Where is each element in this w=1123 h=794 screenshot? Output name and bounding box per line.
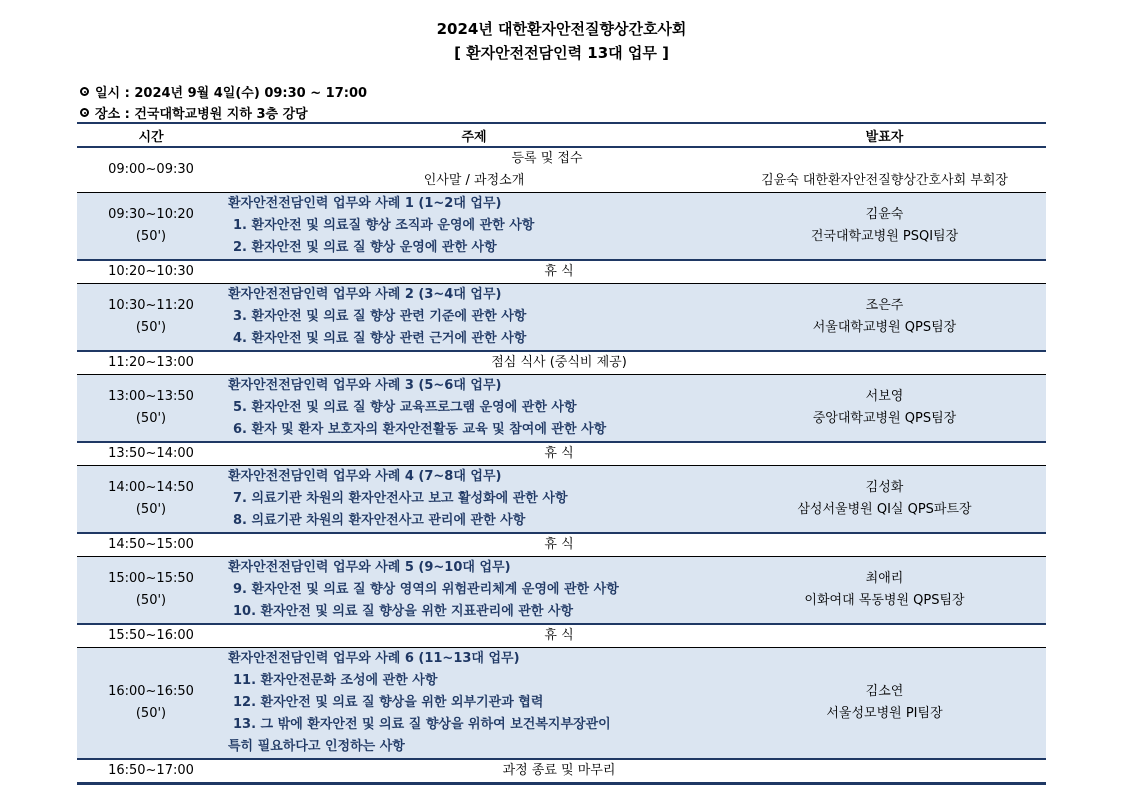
time-cell [77,284,225,352]
speaker-name: 김성화 [865,480,904,495]
time-cell: 16:50~17:00 [77,759,225,784]
table-row [77,466,1046,534]
session-item: 6. 환자 및 환자 보호자의 환자안전활동 교육 및 참여에 관한 사항 [233,422,607,437]
session-title: 환자안전전담인력 업무와 사례 1 (1~2대 업무) [228,196,502,211]
break-label: 휴 식 [225,260,723,284]
bullet-icon [80,87,89,96]
session-time: 13:00~13:50 [108,389,194,404]
session-time: 15:00~15:50 [108,571,194,586]
session-time: 10:30~11:20 [108,298,194,313]
table-row [77,147,1046,193]
session-duration: (50') [135,593,167,608]
speaker-name: 최애리 [865,571,904,586]
session-item: 9. 환자안전 및 의료 질 향상 영역의 위험관리체계 운영에 관한 사항 [233,582,619,597]
header-time: 시간 [77,123,225,147]
session-time: 16:00~16:50 [108,684,194,699]
topic-cell [225,466,723,534]
topic-cell [225,375,723,443]
session-item: 11. 환자안전문화 조성에 관한 사항 [233,673,438,688]
speaker-org: 이화여대 목동병원 QPS팀장 [804,593,965,608]
place-text: 장소 : 건국대학교병원 지하 3층 강당 [95,107,308,122]
session-item: 1. 환자안전 및 의료질 향상 조직과 운영에 관한 사항 [233,218,535,233]
session-item: 10. 환자안전 및 의료 질 향상을 위한 지표관리에 관한 사항 [233,604,574,619]
session-item: 4. 환자안전 및 의료 질 향상 관련 근거에 관한 사항 [233,331,527,346]
table-row [77,193,1046,261]
table-row [77,557,1046,625]
speaker-cell [723,284,1046,352]
document-subtitle: [ 환자안전전담인력 13대 업무 ] [454,44,669,62]
topic-cell [225,147,723,193]
speaker-cell [723,375,1046,443]
speaker-name: 김소연 [865,684,904,699]
session-title: 환자안전전담인력 업무와 사례 3 (5~6대 업무) [228,378,502,393]
session-title: 환자안전전담인력 업무와 사례 6 (11~13대 업무) [228,651,520,666]
topic-cell [225,648,723,760]
speaker-cell [723,193,1046,261]
session-item: 8. 의료기관 차원의 환자안전사고 관리에 관한 사항 [233,513,526,528]
registration-text: 등록 및 접수 [511,151,583,166]
topic-cell [225,193,723,261]
speaker-name: 조은주 [865,298,904,313]
speaker-org: 삼성서울병원 QI실 QPS파트장 [797,502,972,517]
time-cell: 11:20~13:00 [77,351,225,375]
session-title: 환자안전전담인력 업무와 사례 2 (3~4대 업무) [228,287,502,302]
header-topic: 주제 [225,123,723,147]
speaker-name: 김윤숙 [865,207,904,222]
session-item: 12. 환자안전 및 의료 질 향상을 위한 외부기관과 협력 [233,695,544,710]
schedule-table [77,122,1046,785]
session-duration: (50') [135,229,167,244]
date-info [80,82,367,101]
break-label: 휴 식 [225,624,723,648]
closing-label: 과정 종료 및 마무리 [225,759,723,784]
session-item: 2. 환자안전 및 의료 질 향상 운영에 관한 사항 [233,240,497,255]
session-item-continuation: 특히 필요하다고 인정하는 사항 [228,739,405,754]
session-time: 09:30~10:20 [108,207,194,222]
break-label: 휴 식 [225,533,723,557]
session-duration: (50') [135,411,167,426]
session-item: 13. 그 밖에 환자안전 및 의료 질 향상을 위하여 보건복지부장관이 [233,717,611,732]
speaker-cell [723,466,1046,534]
speaker-org: 건국대학교병원 PSQI팀장 [810,229,959,244]
topic-cell [225,557,723,625]
session-title: 환자안전전담인력 업무와 사례 4 (7~8대 업무) [228,469,502,484]
table-row [77,375,1046,443]
time-cell: 10:20~10:30 [77,260,225,284]
speaker-text: 김윤숙 대한환자안전질향상간호사회 부회장 [761,173,1008,188]
table-row [77,533,1046,557]
time-cell [77,648,225,760]
session-item: 7. 의료기관 차원의 환자안전사고 보고 활성화에 관한 사항 [233,491,568,506]
table-row [77,648,1046,760]
speaker-org: 중앙대학교병원 QPS팀장 [812,411,957,426]
session-item: 3. 환자안전 및 의료 질 향상 관련 기준에 관한 사항 [233,309,527,324]
table-row [77,351,1046,375]
break-label: 휴 식 [225,442,723,466]
speaker-cell [723,648,1046,760]
time-cell: 13:50~14:00 [77,442,225,466]
table-row [77,759,1046,784]
session-item: 5. 환자안전 및 의료 질 향상 교육프로그램 운영에 관한 사항 [233,400,577,415]
speaker-name: 서보영 [865,389,904,404]
session-duration: (50') [135,706,167,721]
time-cell [77,557,225,625]
bullet-icon [80,108,89,117]
table-header-row [77,123,1046,147]
break-label: 점심 식사 (중식비 제공) [225,351,723,375]
topic-cell [225,284,723,352]
speaker-org: 서울성모병원 PI팀장 [826,706,943,721]
time-cell [77,375,225,443]
speaker-org: 서울대학교병원 QPS팀장 [812,320,957,335]
session-title: 환자안전전담인력 업무와 사례 5 (9~10대 업무) [228,560,511,575]
session-duration: (50') [135,502,167,517]
speaker-cell [723,147,1046,193]
header-speaker: 발표자 [723,123,1046,147]
greeting-text: 인사말 / 과정소개 [423,173,525,188]
time-cell: 14:50~15:00 [77,533,225,557]
date-text: 일시 : 2024년 9월 4일(수) 09:30 ~ 17:00 [95,86,368,101]
speaker-cell [723,557,1046,625]
time-cell [77,466,225,534]
time-cell: 09:00~09:30 [77,147,225,193]
table-row [77,260,1046,284]
session-duration: (50') [135,320,167,335]
time-cell: 15:50~16:00 [77,624,225,648]
place-info [80,103,308,122]
document-title: 2024년 대한환자안전질향상간호사회 [436,20,687,38]
table-row [77,624,1046,648]
table-row [77,284,1046,352]
time-cell [77,193,225,261]
session-time: 14:00~14:50 [108,480,194,495]
table-row [77,442,1046,466]
